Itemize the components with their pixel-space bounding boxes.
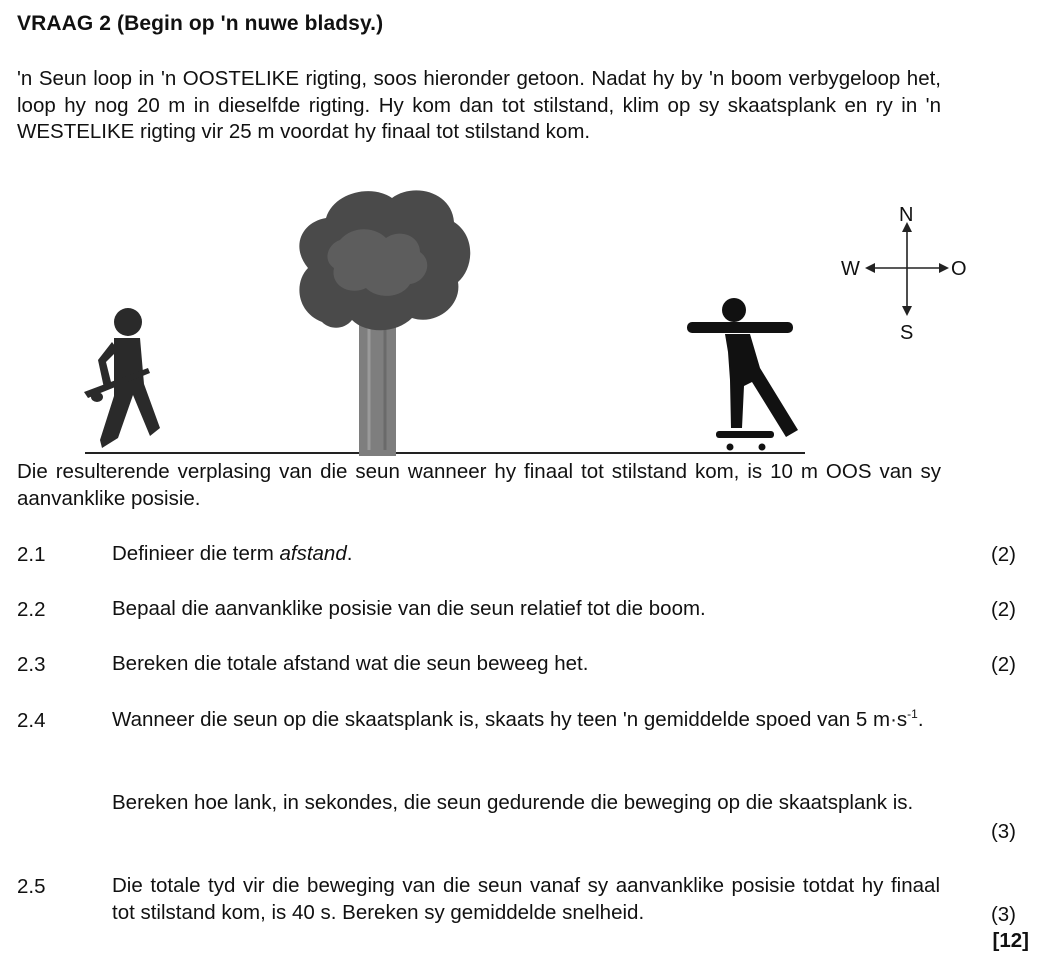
question-marks: (3) (990, 903, 1016, 926)
scenario-figure (0, 180, 1045, 465)
compass-n-label: N (899, 204, 914, 226)
question-number: 2.4 (17, 709, 46, 732)
walking-boy-icon (84, 308, 160, 448)
compass-s-label: S (900, 322, 914, 344)
compass-icon (841, 204, 967, 344)
question-number: 2.3 (17, 653, 46, 676)
question-text: Bereken die totale afstand wat die seun beweeg het. (112, 652, 589, 675)
question-text: Bepaal die aanvanklike posisie van die seun relatief tot die boom. (112, 597, 706, 620)
question-text-followup: Bereken hoe lank, in sekondes, die seun gedurende die beweging op die skaatsplank is. (112, 791, 914, 814)
emphasized-term: afstand (279, 542, 347, 565)
resultant-paragraph: Die resulterende verplasing van die seun wanneer hy finaal tot stilstand kom, is 10 m OOS van sy aanvanklike posisie. (17, 460, 941, 510)
question-number: 2.5 (17, 875, 46, 898)
question-number: 2.2 (17, 598, 46, 621)
question-text: Die totale tyd vir die beweging van die seun vanaf sy aanvanklike posisie totdat hy finaal tot stilstand kom, is 40 s. Bereken sy gemiddelde snelheid. (112, 874, 940, 924)
compass-o-label: O (951, 258, 967, 280)
intro-paragraph: 'n Seun loop in 'n OOSTELIKE rigting, soos hieronder getoon. Nadat hy by 'n boom verbygeloop het, loop hy nog 20 m in dieselfde rigting. Hy kom dan tot stilstand, klim op sy skaatsplank en ry in 'n WESTELIKE rigting vir 25 m voordat hy finaal tot stilstand kom. (17, 67, 941, 143)
unit-exponent: -1 (907, 707, 918, 722)
question-marks: (2) (990, 598, 1016, 621)
total-marks: [12] (992, 929, 1029, 952)
compass-w-label: W (841, 258, 860, 280)
question-marks: (2) (990, 653, 1016, 676)
question-title: VRAAG 2 (Begin op 'n nuwe bladsy.) (17, 12, 384, 35)
question-marks: (3) (990, 820, 1016, 843)
question-text: Wanneer die seun op die skaatsplank is, skaats hy teen 'n gemiddelde spoed van 5 $m\cdot s^{-1}$. (112, 707, 924, 731)
question-text: Definieer die term afstand. (112, 542, 353, 565)
tree-icon (299, 190, 470, 456)
skateboarder-icon (687, 298, 798, 451)
question-number: 2.1 (17, 543, 46, 566)
question-marks: (2) (990, 543, 1016, 566)
